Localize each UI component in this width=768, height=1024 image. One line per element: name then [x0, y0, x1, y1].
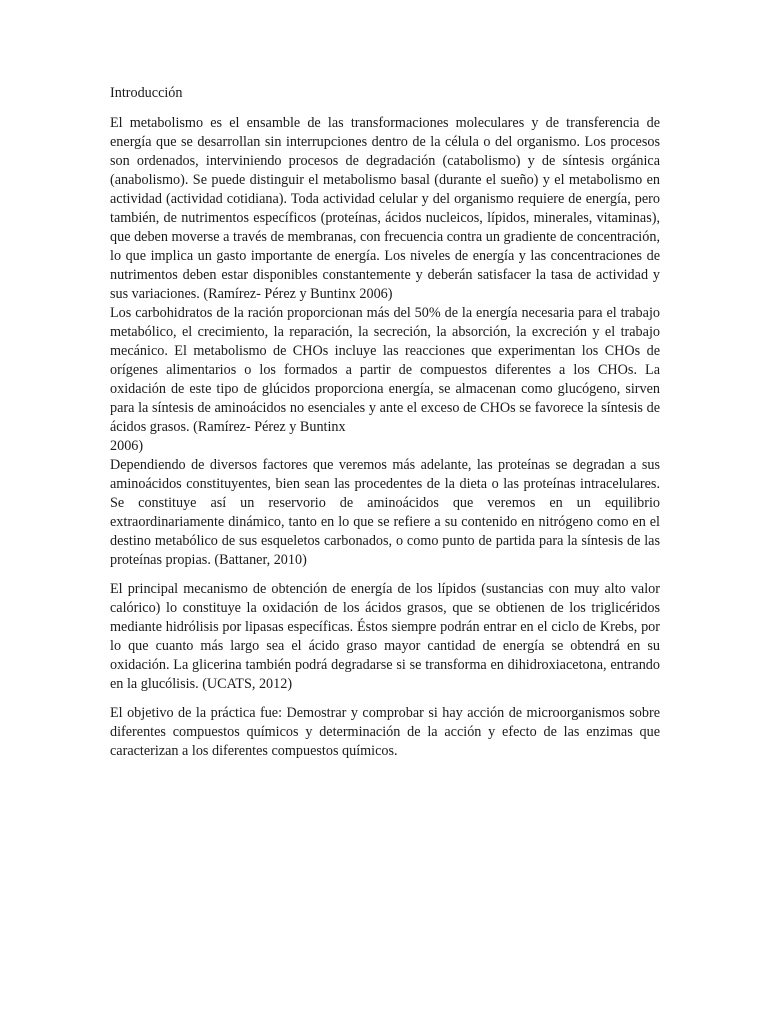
paragraph-objetivo: El objetivo de la práctica fue: Demostrar y comprobar si hay acción de microorganismos sobre diferentes compuestos químicos y determinación de la acción y efecto de las enzimas que caracterizan a los diferentes compuestos químicos.: [110, 705, 660, 759]
document-page: [110, 84, 660, 761]
document-title: Introducción: [110, 85, 183, 101]
paragraph-metabolismo: El metabolismo es el ensamble de las transformaciones moleculares y de transferencia de energía que se desarrollan sin interrupciones dentro de la célula o del organismo. Los procesos son ordenados, interviniendo procesos de degradación (catabolismo) y de síntesis orgánica (anabolismo). Se puede distinguir el metabolismo basal (durante el sueño) y el metabolismo en actividad (actividad cotidiana). Toda actividad celular y del organismo requiere de energía, pero también, de nutrimentos específicos (proteínas, ácidos nucleicos, lípidos, minerales, vitaminas), que deben moverse a través de membranas, con frecuencia contra un gradiente de concentración, lo que implica un gasto importante de energía. Los niveles de energía y las concentraciones de nutrimentos deben estar disponibles constantemente y deberán satisfacer la tasa de actividad y sus variaciones. (Ramírez- Pérez y Buntinx 2006): [110, 115, 660, 302]
paragraph-proteinas: Dependiendo de diversos factores que veremos más adelante, las proteínas se degradan a sus aminoácidos constituyentes, bien sean las procedentes de la dieta o las proteínas intracelulares. Se constituye así un reservorio de aminoácidos que veremos en un equilibrio extraordinariamente dinámico, tanto en lo que se refiere a su contenido en nitrógeno como en el destino metabólico de sus esqueletos carbonados, o como punto de partida para la síntesis de las proteínas propias. (Battaner, 2010): [110, 457, 660, 568]
paragraph-carbohidratos: Los carbohidratos de la ración proporcionan más del 50% de la energía necesaria para el trabajo metabólico, el crecimiento, la reparación, la secreción, la absorción, la excreción y el trabajo mecánico. El metabolismo de CHOs incluye las reacciones que experimentan los CHOs de orígenes alimentarios o los formados a partir de compuestos diferentes a los CHOs. La oxidación de este tipo de glúcidos proporciona energía, se almacenan como glucógeno, sirven para la síntesis de aminoácidos no esenciales y ante el exceso de CHOs se favorece la síntesis de ácidos grasos. (Ramírez- Pérez y Buntinx: [110, 305, 660, 435]
paragraph-citation-year: 2006): [110, 438, 144, 454]
paragraph-lipidos: El principal mecanismo de obtención de energía de los lípidos (sustancias con muy alto valor calórico) lo constituye la oxidación de los ácidos grasos, que se obtienen de los triglicéridos mediante hidrólisis por lipasas específicas. Éstos siempre podrán entrar en el ciclo de Krebs, por lo que cuanto más largo sea el ácido graso mayor cantidad de energía se obtendrá en su oxidación. La glicerina también podrá degradarse si se transforma en dihidroxiacetona, entrando en la glucólisis. (UCATS, 2012): [110, 581, 660, 692]
